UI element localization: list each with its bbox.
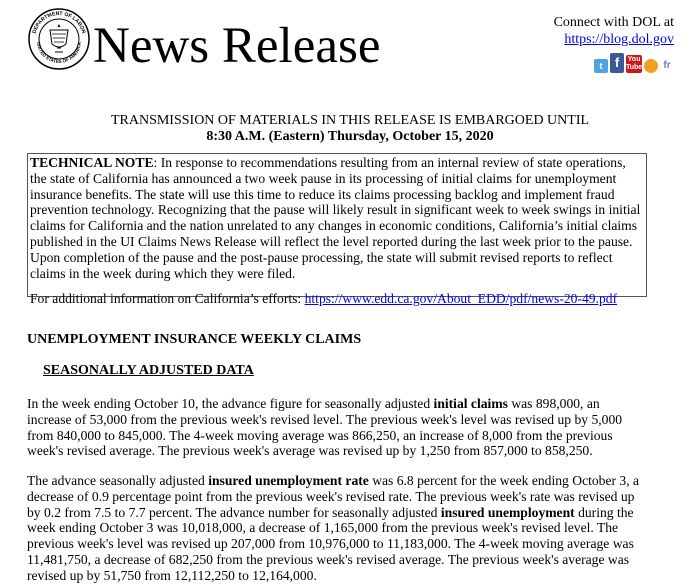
para-bold: initial claims <box>433 396 508 411</box>
page-title: News Release <box>93 18 381 74</box>
svg-text:DEPARTMENT OF LABOR: DEPARTMENT OF LABOR <box>31 10 87 35</box>
edd-link[interactable]: https://www.edd.ca.gov/About_EDD/pdf/news-20-49.pdf <box>304 291 618 307</box>
social-icons <box>594 53 674 73</box>
technical-note-box <box>27 153 647 307</box>
para-text: was 6.8 percent for the week ending October 3, a decrease of 0.9 percentage point from the previous week's revised rate. The previous week's rate was revised up by 0.2 from 7.5 to 7.7 percent. The advance number for seasonally adjusted <box>27 473 640 520</box>
para-text: during the week ending October 3 was 10,018,000, a decrease of 1,165,000 from the previous week's revised level. The previous week's level was revised up 207,000 from 10,976,000 to 11,183,000. The 4-week moving average was 11,481,750, a decrease of 682,250 from the previous week's revised average. The previous week's average was revised up by 51,750 from 12,112,250 to 12,164,000. <box>27 504 634 583</box>
section-heading: UNEMPLOYMENT INSURANCE WEEKLY CLAIMS <box>27 332 362 347</box>
additional-info <box>30 291 644 307</box>
embargo-line: TRANSMISSION OF MATERIALS IN THIS RELEASE IS EMBARGOED UNTIL <box>110 113 590 128</box>
subsection-heading: SEASONALLY ADJUSTED DATA <box>43 363 254 378</box>
para-bold: insured unemployment <box>440 504 575 520</box>
technical-note-label: TECHNICAL NOTE <box>30 155 154 170</box>
youtube-icon[interactable]: You Tube <box>626 56 643 71</box>
embargo-time: 8:30 A.M. (Eastern) Thursday, October 15, 2020 <box>206 129 494 144</box>
para-bold: insured unemployment rate <box>208 473 369 488</box>
twitter-icon[interactable]: t <box>594 59 608 73</box>
insured-unemployment-paragraph <box>27 473 647 584</box>
para-text: The advance seasonally adjusted <box>27 473 209 488</box>
technical-note-body: : In response to recommendations resulting from an internal review of state operations, the state of California has announced a two week pause in its processing of initial claims for unemployment insurance benefits. The state will use this time to reduce its claims processing backlog and implement fraud prevention technology. Recognizing that the pause will likely result in significant week to week swings in initial claims for California and the nation unrelated to any changes in economic conditions, California’s initial claims published in the UI Claims News Release will reflect the level reported during the last week prior to the pause. Upon completion of the pause and the post-pause processing, the state will submit revised reports to reflect claims in the week during which they were filed. <box>30 155 641 281</box>
svg-text:UNITED STATES OF AMERICA: UNITED STATES OF AMERICA <box>35 41 83 65</box>
embargo-notice <box>0 113 700 145</box>
flickr-icon[interactable]: fr <box>660 59 674 73</box>
connect-label: Connect with DOL at <box>553 15 674 30</box>
blog-icon[interactable] <box>644 59 658 73</box>
blog-link[interactable]: https://blog.dol.gov <box>564 32 674 47</box>
additional-info-prefix: For additional information on California’s efforts: <box>30 291 305 307</box>
para-text: was 898,000, an increase of 53,000 from the previous week's revised level. The previous week's level was revised up by 5,000 from 840,000 to 845,000. The 4-week moving average was 866,250, an increase of 8,000 from the previous week's revised average. The previous week's average was revised up by 1,250 from 857,000 to 858,250. <box>27 396 623 459</box>
technical-note-text <box>30 155 644 281</box>
para-text: In the week ending October 10, the advance figure for seasonally adjusted <box>27 396 434 411</box>
connect-block <box>554 14 674 48</box>
initial-claims-paragraph <box>27 396 647 459</box>
dol-seal-logo <box>28 8 90 70</box>
facebook-icon[interactable]: f <box>610 53 624 73</box>
